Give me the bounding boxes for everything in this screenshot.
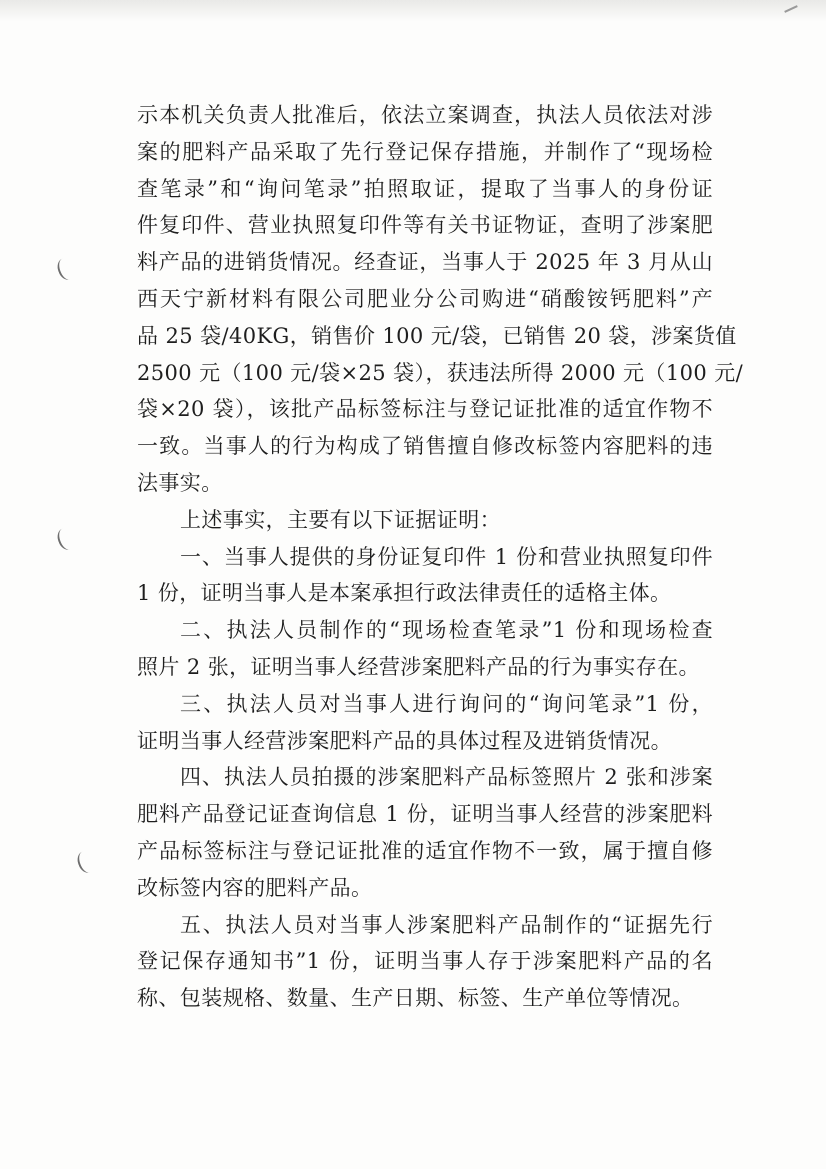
text-line: 一、当事人提供的身份证复印件 1 份和营业执照复印件 [180, 544, 713, 569]
text-line: 三、执法人员对当事人进行询问的“询问笔录”1 份， [180, 691, 713, 716]
text-line: 袋×20 袋），该批产品标签标注与登记证批准的适宜作物不 [137, 397, 713, 422]
text-line: 二、执法人员制作的“现场检查笔录”1 份和现场检查 [180, 618, 713, 643]
text-line: 一致。当事人的行为构成了销售擅自修改标签内容肥料的违 [137, 434, 713, 459]
text-line: 2500 元（100 元/袋×25 袋），获违法所得 2000 元（100 元/ [137, 360, 744, 385]
text-line: 1 份，证明当事人是本案承担行政法律责任的适格主体。 [137, 581, 672, 606]
punch-hole-mark [55, 526, 78, 552]
text-line: 肥料产品登记证查询信息 1 份，证明当事人经营的涉案肥料 [137, 802, 713, 827]
text-line: 改标签内容的肥料产品。 [137, 875, 373, 900]
text-line: 西天宁新材料有限公司肥业分公司购进“硝酸铵钙肥料”产 [137, 286, 713, 311]
text-line: 料产品的进销货情况。经查证，当事人于 2025 年 3 月从山 [137, 250, 713, 275]
text-line: 示本机关负责人批准后，依法立案调查，执法人员依法对涉 [137, 103, 713, 127]
text-line: 上述事实，主要有以下证据证明： [180, 507, 501, 532]
text-line: 法事实。 [137, 470, 223, 495]
text-line: 品 25 袋/40KG，销售价 100 元/袋，已销售 20 袋，涉案货值 [137, 323, 737, 348]
text-line: 登记保存通知书”1 份，证明当事人存于涉案肥料产品的名 [137, 949, 713, 974]
punch-hole-mark [75, 849, 98, 875]
text-line: 四、执法人员拍摄的涉案肥料产品标签照片 2 张和涉案 [180, 765, 713, 790]
text-line: 称、包装规格、数量、生产日期、标签、生产单位等情况。 [137, 986, 694, 1011]
text-line: 产品标签标注与登记证批准的适宜作物不一致，属于擅自修 [137, 838, 713, 863]
text-line: 证明当事人经营涉案肥料产品的具体过程及进销货情况。 [137, 728, 672, 753]
text-line: 案的肥料产品采取了先行登记保存措施，并制作了“现场检 [137, 139, 713, 164]
text-line: 件复印件、营业执照复印件等有关书证物证，查明了涉案肥 [137, 213, 713, 238]
text-line: 照片 2 张，证明当事人经营涉案肥料产品的行为事实存在。 [137, 654, 700, 679]
document-body-text [137, 97, 744, 1017]
scan-edge [0, 0, 826, 22]
text-line: 五、执法人员对当事人涉案肥料产品制作的“证据先行 [180, 912, 713, 937]
punch-hole-mark [55, 256, 78, 282]
text-line: 查笔录”和“询问笔录”拍照取证，提取了当事人的身份证 [137, 176, 713, 201]
